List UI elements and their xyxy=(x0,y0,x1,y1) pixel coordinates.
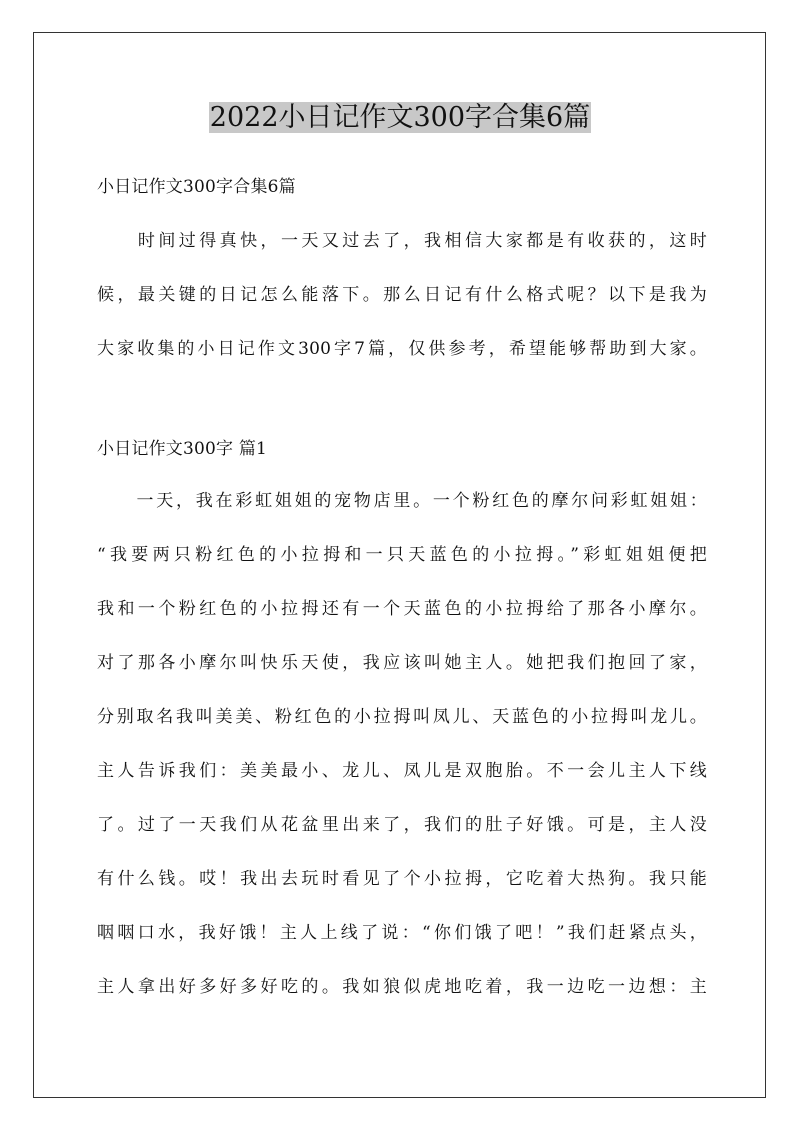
intro-line: 大家收集的小日记作文300字7篇，仅供参考，希望能够帮助到大家。 xyxy=(97,339,707,359)
body-line: 主人告诉我们：美美最小、龙儿、凤儿是双胞胎。不一会儿主人下线 xyxy=(97,761,707,781)
section-heading: 小日记作文300字 篇1 xyxy=(97,439,268,459)
intro-line: 时间过得真快，一天又过去了，我相信大家都是有收获的，这时 xyxy=(97,231,707,251)
document-title xyxy=(0,98,800,138)
body-line: 对了那各小摩尔叫快乐天使，我应该叫她主人。她把我们抱回了家， xyxy=(97,653,707,673)
subtitle: 小日记作文300字合集6篇 xyxy=(97,177,296,197)
body-line: 分别取名我叫美美、粉红色的小拉拇叫凤儿、天蓝色的小拉拇叫龙儿。 xyxy=(97,707,707,727)
body-line: 有什么钱。哎！我出去玩时看见了个小拉拇，它吃着大热狗。我只能 xyxy=(97,869,707,889)
body-line: 了。过了一天我们从花盆里出来了，我们的肚子好饿。可是，主人没 xyxy=(97,815,707,835)
title-text: 2022小日记作文300字合集6篇 xyxy=(209,102,591,133)
body-line: 主人拿出好多好多好吃的。我如狼似虎地吃着，我一边吃一边想：主 xyxy=(97,977,707,997)
body-line: 咽咽口水，我好饿！主人上线了说：“你们饿了吧！”我们赶紧点头， xyxy=(97,923,707,943)
intro-line: 候，最关键的日记怎么能落下。那么日记有什么格式呢？以下是我为 xyxy=(97,285,707,305)
body-line: 我和一个粉红色的小拉拇还有一个天蓝色的小拉拇给了那各小摩尔。 xyxy=(97,599,707,619)
body-line: 一天，我在彩虹姐姐的宠物店里。一个粉红色的摩尔问彩虹姐姐： xyxy=(97,491,707,511)
body-line: “我要两只粉红色的小拉拇和一只天蓝色的小拉拇。”彩虹姐姐便把 xyxy=(97,545,707,565)
